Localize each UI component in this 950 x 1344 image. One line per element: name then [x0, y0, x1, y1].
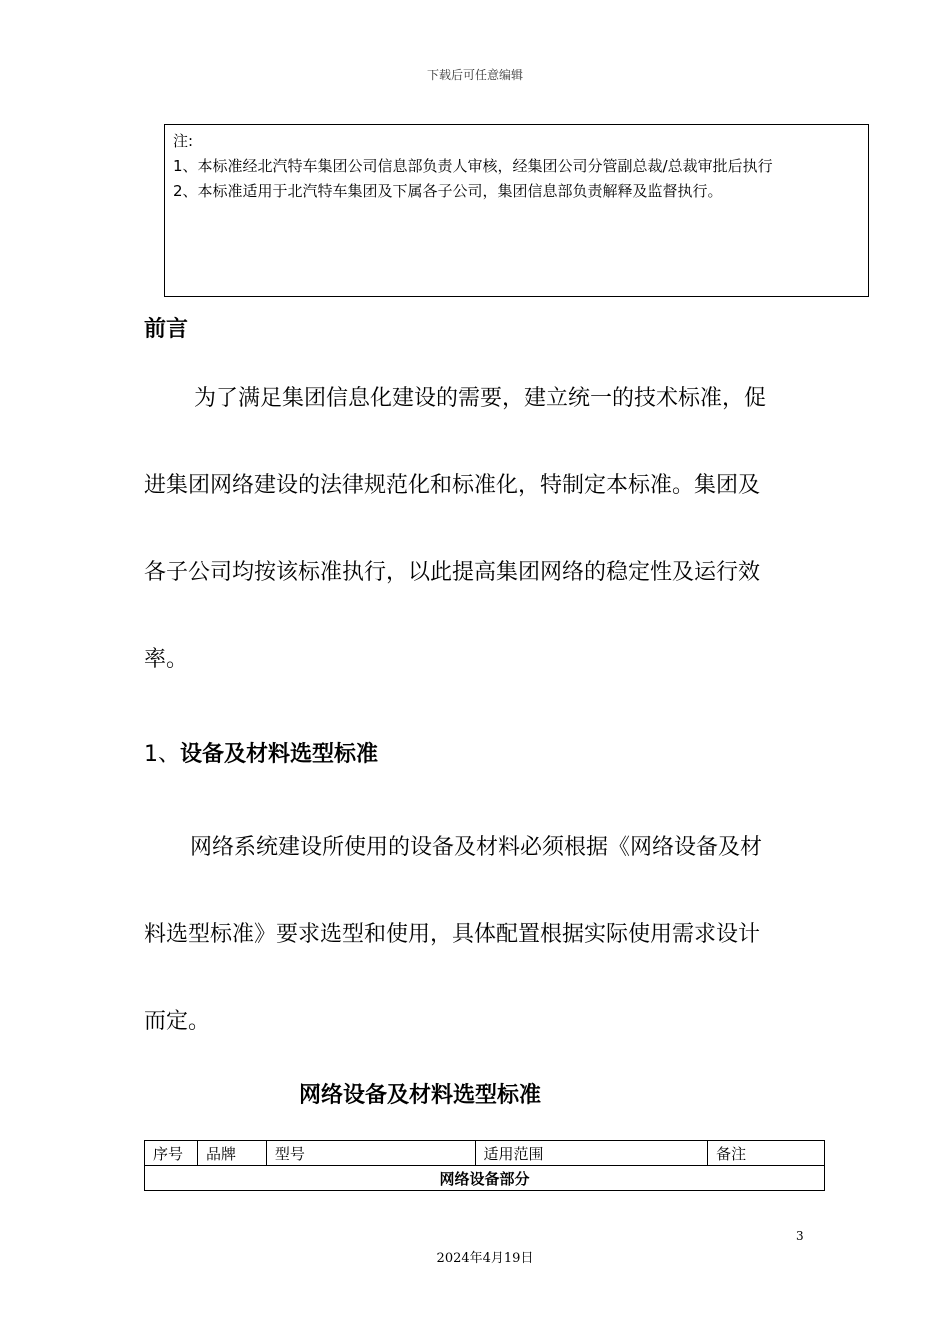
selection-standard-table	[144, 1140, 825, 1191]
paragraph-line: 进集团网络建设的法律规范化和标准化，特制定本标准。集团及	[144, 473, 761, 498]
paragraph-line: 率。	[144, 647, 189, 672]
section-title: 设备及材料选型标准	[180, 742, 379, 767]
note-line: 2、本标准适用于北汽特车集团及下属各子公司，集团信息部负责解释及监督执行。	[173, 182, 723, 200]
page-number: 3	[796, 1229, 804, 1243]
paragraph-line: 为了满足集团信息化建设的需要，建立统一的技术标准，促	[194, 386, 767, 411]
table-header-cell: 适用范围	[475, 1141, 708, 1166]
section-heading	[144, 737, 378, 768]
table-header-row	[145, 1141, 825, 1166]
table-header-cell: 序号	[145, 1141, 198, 1166]
preface-paragraph	[144, 355, 814, 703]
table-group-row	[145, 1166, 825, 1191]
table-header-cell: 备注	[708, 1141, 825, 1166]
paragraph-line: 料选型标准》要求选型和使用，具体配置根据实际使用需求设计	[144, 922, 761, 947]
note-line: 1、本标准经北汽特车集团公司信息部负责人审核，经集团公司分管副总裁/总裁审批后执行	[173, 157, 773, 175]
page-header: 下载后可任意编辑	[426, 68, 523, 82]
preface-heading: 前言	[144, 317, 189, 342]
paragraph-line: 网络系统建设所使用的设备及材料必须根据《网络设备及材	[190, 835, 763, 860]
section-paragraph	[144, 804, 814, 1065]
table-header-cell: 品牌	[197, 1141, 266, 1166]
table-group-cell: 网络设备部分	[145, 1166, 825, 1191]
note-title: 注:	[173, 132, 194, 150]
paragraph-line: 各子公司均按该标准执行，以此提高集团网络的稳定性及运行效	[144, 560, 761, 585]
table-title: 网络设备及材料选型标准	[298, 1083, 541, 1108]
footer-date: 2024年4月19日	[436, 1251, 534, 1266]
section-number: 1、	[144, 742, 180, 767]
note-box	[164, 124, 869, 297]
table-header-cell: 型号	[266, 1141, 475, 1166]
paragraph-line: 而定。	[144, 1009, 211, 1034]
